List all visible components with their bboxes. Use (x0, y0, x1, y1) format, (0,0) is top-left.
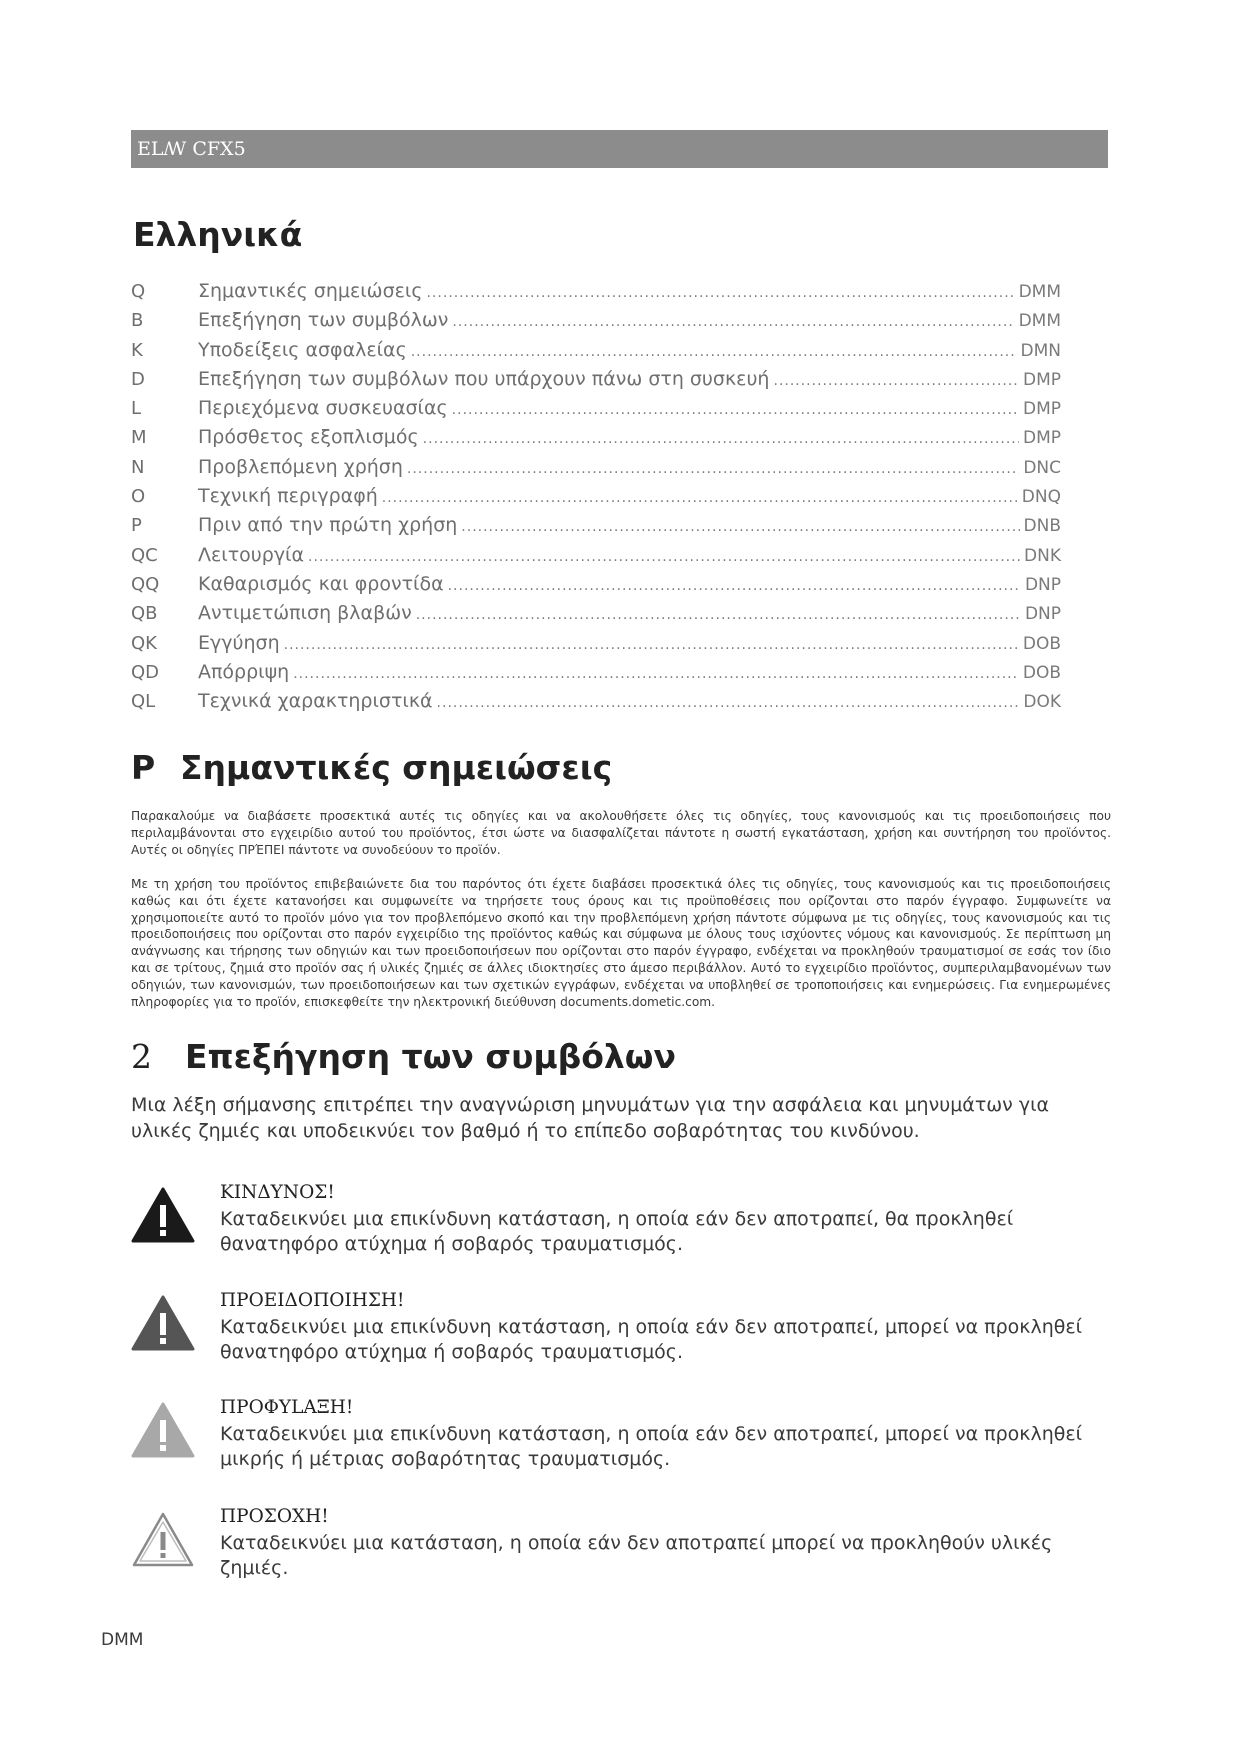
toc-leader-dots (773, 373, 1019, 389)
toc-title: Τεχνική περιγραφή (198, 485, 378, 508)
toc-number: QC (131, 544, 158, 566)
toc-number: QD (131, 661, 160, 683)
toc-page: DMN (1020, 340, 1061, 361)
toc-page: DNK (1024, 545, 1061, 566)
notice-label: ΚΙΝΔΥΝΟΣ! (220, 1182, 335, 1203)
toc-page: DMP (1022, 399, 1061, 420)
toc-entry[interactable] (131, 426, 1061, 455)
toc-page: DMM (1018, 311, 1061, 332)
toc-number: N (131, 456, 145, 478)
toc-page: DMP (1022, 369, 1061, 390)
toc-entry[interactable] (131, 339, 1061, 368)
toc-entry[interactable] (131, 485, 1061, 514)
toc-title: Επεξήγηση των συμβόλων που υπάρχουν πάνω στη συσκευή (198, 367, 770, 390)
notice-label: ΠΡΟΕΙΔΟΠΟΙΗΣΗ! (220, 1290, 405, 1311)
table-of-contents (131, 280, 1061, 719)
toc-entry[interactable] (131, 456, 1061, 485)
toc-number: K (131, 339, 143, 361)
toc-title: Τεχνικά χαρακτηριστικά (198, 690, 433, 713)
toc-leader-dots (411, 344, 1017, 360)
toc-leader-dots (407, 461, 1019, 477)
toc-title: Καθαρισμός και φροντίδα (198, 572, 444, 595)
toc-title: Υποδείξεις ασφαλείας (198, 338, 407, 361)
notice-label: ΠΡΟΦΥLAΞΗ! (220, 1397, 354, 1418)
warning-triangle-outline-icon (131, 1510, 195, 1568)
notice-text: Καταδεικνύει μια κατάσταση, η οποία εάν δεν αποτραπεί μπορεί να προκληθούν υλικές ζημιές. (220, 1532, 1053, 1579)
toc-number: P (131, 515, 142, 537)
toc-page: DNP (1024, 574, 1061, 595)
symbols-intro-paragraph: Μια λέξη σήμανσης επιτρέπει την αναγνώριση μηνυμάτων για την ασφάλεια και μηνυμάτων για υλικές ζημιές και υποδεικνύει τον βαθμό ή το επίπεδο σοβαρότητας του κινδύνου. (131, 1094, 1050, 1142)
notes-paragraph-1: Παρακαλούμε να διαβάσετε προσεκτικά αυτές τις οδηγίες και να ακολουθήσετε όλες τις οδηγίες, τους κανονισμούς και τις προειδοποιήσεις που περιλαμβάνονται στο εγχειρίδιο αυτού του προϊόντος, έτσι ώστε να διασφαλίζεται πάντοτε η σωστή εγκατάσταση, χρήση και συντήρηση του προϊόντος. Αυτές οι οδηγίες ΠΡΈΠΕΙ πάντοτε να συνοδεύουν το προϊόν. (131, 809, 1111, 857)
toc-leader-dots (452, 402, 1019, 418)
section-title: Σημαντικές σημειώσεις (180, 748, 613, 787)
toc-number: D (131, 368, 145, 390)
toc-number: QL (131, 691, 156, 713)
toc-title: Περιεχόμενα συσκευασίας (198, 397, 448, 420)
toc-number: QK (131, 632, 157, 654)
toc-title: Αντιμετώπιση βλαβών (198, 602, 412, 625)
toc-number: O (131, 486, 146, 508)
toc-leader-dots (382, 490, 1018, 506)
notice-caution (131, 1397, 1111, 1470)
toc-entry[interactable] (131, 632, 1061, 661)
toc-page: DNP (1024, 604, 1061, 625)
toc-title: Εγγύηση (198, 631, 280, 654)
warning-triangle-black-icon (131, 1186, 195, 1244)
notes-paragraph-2: Με τη χρήση του προϊόντος επιβεβαιώνετε δια του παρόντος ότι έχετε διαβάσει προσεκτικά όλες τις οδηγίες, τους κανονισμούς και τις προειδοποιήσεις καθώς και ότι έχετε κατανοήσει και συμφωνείτε να τηρήσετε τους όρους και τις προϋποθέσεις που ορίζονται στο παρόν έγγραφο. Συμφωνείτε να χρησιμοποιείτε αυτό το προϊόν μόνο για τον προβλεπόμενο σκοπό και την προβλεπόμενη χρήση πάντοτε σύμφωνα με τις οδηγίες, τους κανονισμούς και τις προειδοποιήσεις που ορίζονται στο παρόν εγχειρίδιο της προϊόντος καθώς και σύμφωνα με όλους τους ισχύοντες νόμους και κανονισμούς. Σε περίπτωση μη ανάγνωσης και τήρησης των οδηγιών και των προειδοποιήσεων που ορίζονται στο παρόν έγγραφο, ενδέχεται να προκληθούν τραυματισμοί σε εσάς τον ίδιο και σε τρίτους, ζημιά στο προϊόν σας ή υλικές ζημιές σε άλλες ιδιοκτησίες στο άμεσο περιβάλλον. Αυτό το εγχειρίδιο προϊόντος, συμπεριλαμβανομένων των οδηγιών, των κανονισμών, των προειδοποιήσεων και των σχετικών εγγράφων, ενδέχεται να υποβληθεί σε τροποποιήσεις και ενημερώσεις. Για ενημερωμένες πληροφορίες για το προϊόν, επισκεφθείτε την ηλεκτρονική διεύθυνση documents.dometic.com. (131, 877, 1111, 1009)
toc-number: M (131, 427, 147, 449)
toc-entry[interactable] (131, 690, 1061, 719)
toc-page: DNB (1023, 516, 1061, 537)
toc-number: B (131, 310, 144, 332)
toc-title: Επεξήγηση των συμβόλων (198, 309, 449, 332)
toc-leader-dots (461, 519, 1019, 535)
toc-leader-dots (437, 695, 1020, 711)
toc-page: DOK (1023, 692, 1061, 713)
toc-title: Λειτουργία (198, 543, 305, 566)
toc-page: DNC (1023, 457, 1061, 478)
notice-attention (131, 1506, 1111, 1579)
language-title: Ελληνικά (133, 215, 303, 254)
toc-leader-dots (423, 431, 1019, 447)
toc-entry[interactable] (131, 602, 1061, 631)
toc-leader-dots (416, 607, 1021, 623)
toc-title: Προβλεπόμενη χρήση (198, 455, 403, 478)
toc-entry[interactable] (131, 573, 1061, 602)
toc-leader-dots (452, 314, 1014, 330)
toc-page: DMM (1018, 282, 1061, 302)
toc-leader-dots (448, 578, 1021, 594)
toc-page: DNQ (1021, 487, 1061, 508)
toc-number: Q (131, 281, 146, 302)
product-label: ELꟿ CFX5 (137, 138, 246, 160)
toc-page: DOB (1022, 662, 1061, 683)
toc-leader-dots (293, 666, 1019, 682)
toc-title: Απόρριψη (198, 660, 290, 683)
notice-text: Καταδεικνύει μια επικίνδυνη κατάσταση, η οποία εάν δεν αποτραπεί, μπορεί να προκληθεί θανατηφόρο ατύχημα ή σοβαρός τραυματισμός. (220, 1316, 1083, 1363)
toc-number: QQ (131, 573, 160, 595)
page-number: DMM (101, 1630, 144, 1650)
toc-entry[interactable] (131, 514, 1061, 543)
notice-text: Καταδεικνύει μια επικίνδυνη κατάσταση, η οποία εάν δεν αποτραπεί, θα προκληθεί θανατηφόρο ατύχημα ή σοβαρός τραυματισμός. (220, 1208, 1014, 1255)
notice-warning (131, 1290, 1111, 1363)
toc-entry[interactable] (131, 368, 1061, 397)
toc-leader-dots (284, 637, 1019, 653)
section-heading-important-notes (131, 748, 612, 787)
section-title: Επεξήγηση των συμβόλων (185, 1037, 676, 1076)
toc-page: DMP (1022, 428, 1061, 449)
notice-danger (131, 1182, 1111, 1255)
toc-number: L (131, 398, 142, 420)
notice-label: ΠΡΟΣΟΧΗ! (220, 1506, 329, 1527)
toc-title: Πρόσθετος εξοπλισμός (198, 426, 419, 449)
section-number: 2 (131, 1037, 152, 1076)
section-heading-symbols (131, 1037, 676, 1076)
section-number: P (131, 748, 156, 787)
document-header-bar (131, 130, 1108, 168)
toc-title: Σημαντικές σημειώσεις (198, 280, 423, 302)
warning-triangle-dark-gray-icon (131, 1294, 195, 1352)
toc-page: DOB (1022, 633, 1061, 654)
toc-leader-dots (426, 285, 1014, 301)
toc-leader-dots (308, 549, 1020, 565)
toc-title: Πριν από την πρώτη χρήση (198, 514, 458, 537)
toc-entry[interactable] (131, 309, 1061, 338)
toc-entry[interactable] (131, 661, 1061, 690)
toc-number: QB (131, 603, 158, 625)
warning-triangle-light-gray-icon (131, 1401, 195, 1459)
toc-entry[interactable] (131, 397, 1061, 426)
toc-entry[interactable] (131, 544, 1061, 573)
toc-entry[interactable] (131, 280, 1061, 309)
notice-text: Καταδεικνύει μια επικίνδυνη κατάσταση, η οποία εάν δεν αποτραπεί, μπορεί να προκληθεί μικρής ή μέτριας σοβαρότητας τραυματισμός. (220, 1423, 1083, 1470)
